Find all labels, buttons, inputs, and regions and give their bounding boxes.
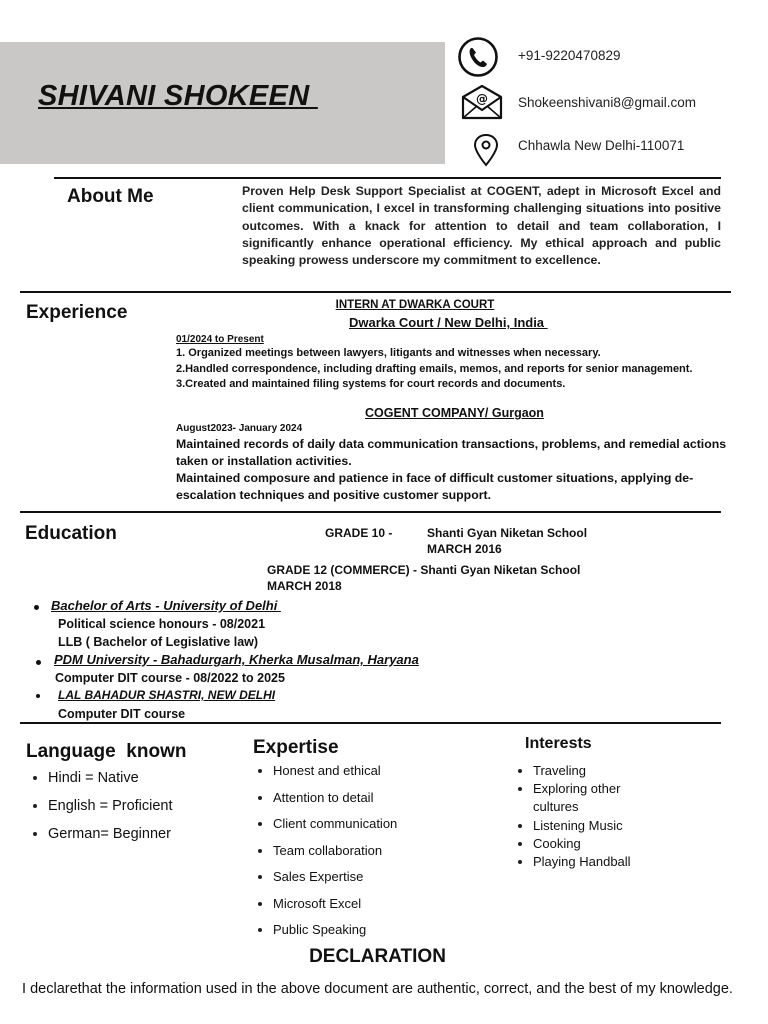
bullet xyxy=(36,694,40,698)
job-point: 2.Handled correspondence, including drafting emails, memos, and reports for senior management. xyxy=(176,362,693,375)
job-points xyxy=(176,436,748,504)
job-title: COGENT COMPANY/ Gurgaon xyxy=(365,406,544,420)
language-item: Hindi = Native xyxy=(28,764,228,792)
grade12-line: GRADE 12 (COMMERCE) - Shanti Gyan Niketan School xyxy=(267,563,581,577)
expertise-item: Attention to detail xyxy=(253,785,493,812)
phone-number: +91-9220470829 xyxy=(518,48,621,63)
about-text: Proven Help Desk Support Specialist at COGENT, adept in Microsoft Excel and client communication, I excel in transforming challenging situations into positive outcomes. With a knack for attention to detail and team collaboration, I significantly enhance operational efficiency. My ethical approach and public speaking prowess underscore my commitment to excellence. xyxy=(242,184,721,268)
interest-item: Exploring other cultures xyxy=(513,780,643,816)
interest-item: Playing Handball xyxy=(513,853,643,871)
bullet xyxy=(34,605,39,610)
job-location: Dwarka Court / New Delhi, India xyxy=(349,315,548,330)
job-title: INTERN AT DWARKA COURT xyxy=(335,299,495,311)
languages-list xyxy=(28,764,228,848)
degree-name: LAL BAHADUR SHASTRI, NEW DELHI xyxy=(58,688,276,702)
expertise-title: Expertise xyxy=(253,737,339,758)
grade10-label: GRADE 10 - xyxy=(325,526,393,540)
education-title: Education xyxy=(25,523,117,544)
degree-detail: Political science honours - 08/2021 xyxy=(58,617,266,631)
degree-detail: Computer DIT course - 08/2022 to 2025 xyxy=(55,671,285,685)
email-address: Shokeenshivani8@gmail.com xyxy=(518,95,697,110)
divider xyxy=(20,291,731,293)
divider xyxy=(54,177,721,179)
degree-name: Bachelor of Arts - University of Delhi xyxy=(51,598,281,613)
declaration-text: I declarethat the information used in the above document are authentic, correct, and the best of my knowledge. xyxy=(22,981,733,997)
degree-detail: Computer DIT course xyxy=(58,707,186,721)
expertise-item: Sales Expertise xyxy=(253,864,493,891)
language-item: German= Beginner xyxy=(28,820,228,848)
expertise-item: Team collaboration xyxy=(253,838,493,865)
expertise-item: Honest and ethical xyxy=(253,758,493,785)
phone-icon xyxy=(458,37,498,77)
bullet xyxy=(36,660,41,665)
degree-name: PDM University - Bahadurgarh, Kherka Musalman, Haryana xyxy=(54,652,419,667)
svg-text:@: @ xyxy=(476,92,488,106)
expertise-item: Client communication xyxy=(253,811,493,838)
grade10-date: MARCH 2016 xyxy=(427,542,502,556)
candidate-name: SHIVANI SHOKEEN xyxy=(38,80,318,112)
interest-item: Traveling xyxy=(513,762,643,780)
grade12-date: MARCH 2018 xyxy=(267,579,342,593)
about-title: About Me xyxy=(67,186,154,207)
job-point: Maintained records of daily data communication transactions, problems, and remedial actions taken or installation activities. xyxy=(176,437,727,468)
experience-title: Experience xyxy=(26,302,128,323)
expertise-item: Public Speaking xyxy=(253,917,493,944)
interests-list xyxy=(513,762,643,871)
language-item: English = Proficient xyxy=(28,792,228,820)
job-dates: August2023- January 2024 xyxy=(176,423,303,434)
languages-title: Language known xyxy=(26,741,187,762)
job-point: Maintained composure and patience in face of difficult customer situations, applying de-escalation techniques and positive customer support. xyxy=(176,471,694,502)
divider xyxy=(20,722,721,724)
job-point: 3.Created and maintained filing systems for court records and documents. xyxy=(176,378,566,390)
job-dates: 01/2024 to Present xyxy=(176,334,264,345)
address: Chhawla New Delhi-110071 xyxy=(518,138,685,153)
interest-item: Listening Music xyxy=(513,817,643,835)
email-icon xyxy=(461,84,503,120)
expertise-item: Microsoft Excel xyxy=(253,891,493,918)
location-pin-icon xyxy=(472,133,500,167)
interests-title: Interests xyxy=(525,735,592,752)
job-points xyxy=(176,346,756,393)
divider xyxy=(20,511,721,513)
expertise-list xyxy=(253,758,493,944)
grade10-school: Shanti Gyan Niketan School xyxy=(427,526,588,540)
interest-item: Cooking xyxy=(513,835,643,853)
job-point: 1. Organized meetings between lawyers, litigants and witnesses when necessary. xyxy=(176,347,601,359)
degree-detail: LLB ( Bachelor of Legislative law) xyxy=(58,635,259,649)
declaration-title: DECLARATION xyxy=(309,946,446,967)
